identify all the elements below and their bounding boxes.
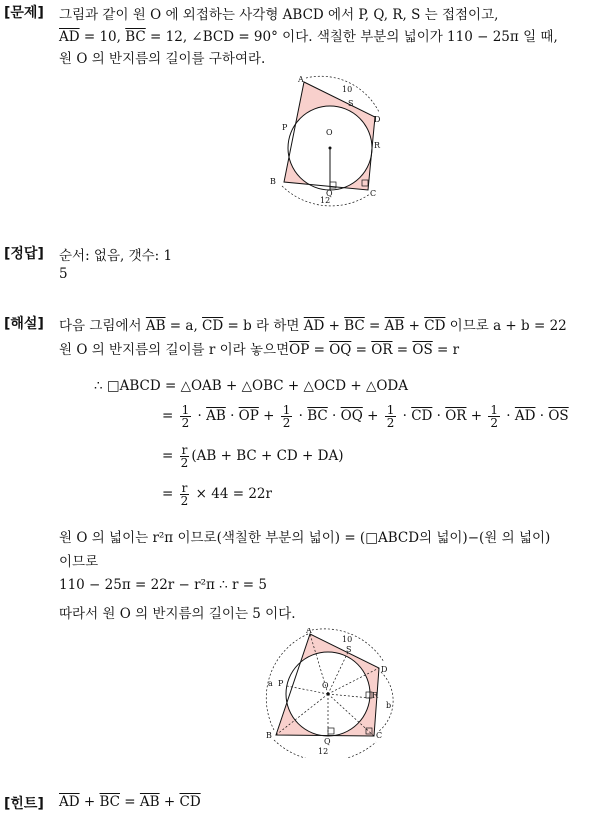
problem-line-1: 그림과 같이 원 O 에 외접하는 사각형 ABCD 에서 P, Q, R, S 는 접점이고,	[59, 7, 499, 23]
label-a-var: a	[268, 679, 273, 688]
label-c: C	[370, 189, 377, 198]
plus: +	[79, 794, 100, 810]
segment-os: $\overline{OS}$	[548, 408, 569, 424]
label-a: A	[306, 628, 312, 635]
problem-tag: [문제]	[4, 5, 44, 21]
equals: =	[162, 486, 178, 502]
eq4-tail: × 44 = 22r	[191, 486, 272, 502]
segment-ad: $\overline{AD}$	[59, 794, 80, 810]
sol-l1-c: = b 라 하면	[223, 318, 304, 334]
label-b-var: b	[386, 701, 392, 710]
dot: ·	[193, 408, 207, 424]
segment-op: $\overline{OP}$	[238, 408, 259, 424]
solution-line-4: 이므로	[59, 554, 99, 570]
dot: ·	[398, 408, 412, 424]
segment-ab: $\overline{AB}$	[145, 318, 166, 334]
solution-tag: [해설]	[4, 316, 44, 332]
label-10: 10	[342, 85, 353, 94]
sol-l2-a: 원 O 의 반지름의 길이를 r 이라 놓으면	[59, 342, 290, 358]
equals: =	[120, 794, 140, 810]
equals: =	[162, 448, 178, 464]
equals: =	[351, 342, 372, 358]
num: 1	[282, 403, 291, 417]
segment-or: $\overline{OR}$	[445, 408, 467, 424]
segment-ab: $\overline{AB}$	[206, 408, 226, 424]
dot: ·	[502, 408, 515, 424]
hint-tag: [힌트]	[4, 796, 44, 812]
equation-2	[162, 404, 569, 429]
plus: +	[258, 408, 279, 424]
fraction-half	[281, 404, 293, 429]
dot: ·	[294, 408, 308, 424]
dot: ·	[327, 408, 341, 424]
answer-line-1: 순서: 없음, 갯수: 1	[59, 248, 173, 264]
den: 2	[282, 416, 291, 430]
solution-line-5: 110 − 25π = 22r − r²π ∴ r = 5	[59, 577, 267, 593]
label-12: 12	[320, 196, 331, 205]
center-point	[329, 147, 332, 150]
label-10: 10	[342, 635, 353, 644]
center-point	[327, 693, 330, 696]
segment-cd: $\overline{CD}$	[424, 318, 446, 334]
segment-bc: $\overline{BC}$	[125, 29, 146, 45]
label-o: O	[326, 128, 333, 137]
segment-cd: $\overline{CD}$	[411, 408, 433, 424]
label-o: O	[322, 681, 329, 690]
den: 2	[386, 416, 395, 430]
sol-l1-a: 다음 그림에서	[59, 318, 146, 334]
den: 2	[181, 416, 190, 430]
segment-oq: $\overline{OQ}$	[340, 408, 363, 424]
segment-ad: $\overline{AD}$	[514, 408, 536, 424]
label-c: C	[376, 731, 383, 740]
num: r	[181, 443, 188, 457]
num: 1	[181, 403, 190, 417]
plus: +	[466, 408, 487, 424]
segment-ab: $\overline{AB}$	[139, 794, 160, 810]
segment-ad: $\overline{AD}$	[59, 29, 80, 45]
eq3-tail: (AB + BC + CD + DA)	[191, 448, 344, 464]
segment-bc: $\overline{BC}$	[344, 318, 365, 334]
hint-line	[59, 794, 201, 810]
segment-ad: $\overline{AD}$	[303, 318, 325, 334]
label-r: R	[372, 691, 379, 700]
solution-line-2	[59, 338, 459, 358]
label-a: A	[298, 75, 304, 84]
label-d: D	[381, 665, 388, 674]
solution-line-6: 따라서 원 O 의 반지름의 길이는 5 이다.	[59, 606, 296, 622]
label-12: 12	[318, 747, 329, 756]
solution-line-1	[59, 314, 567, 334]
problem-line-2	[59, 25, 558, 45]
figure-quadrilateral-2	[262, 628, 412, 758]
problem-line-2-a: = 10,	[79, 29, 126, 45]
answer-tag: [정답]	[4, 246, 44, 262]
label-p: P	[278, 679, 284, 688]
segment-oq: $\overline{OQ}$	[329, 342, 352, 358]
den: 2	[180, 456, 189, 470]
label-b: B	[266, 731, 272, 740]
label-q: Q	[324, 737, 331, 746]
plus: +	[404, 318, 425, 334]
segment-os: $\overline{OS}$	[412, 342, 433, 358]
problem-line-3: 원 O 의 반지름의 길이를 구하여라.	[59, 51, 266, 67]
dot: ·	[535, 408, 549, 424]
plus: +	[159, 794, 180, 810]
label-b: B	[270, 177, 276, 186]
solution-line-3: 원 O 의 넓이는 r²π 이므로(색칠한 부분의 넓이) = (□ABCD의 넓이)−(원 의 넓이)	[59, 530, 551, 546]
fraction-r-half	[180, 482, 190, 507]
label-s: S	[346, 645, 352, 654]
fraction-half	[180, 404, 192, 429]
label-p: P	[282, 123, 288, 132]
label-q: Q	[326, 189, 333, 198]
segment-op: $\overline{OP}$	[289, 342, 310, 358]
label-r: R	[374, 141, 381, 150]
dot: ·	[432, 408, 446, 424]
equals: =	[364, 318, 385, 334]
equation-3	[162, 444, 343, 469]
num: 1	[490, 403, 499, 417]
label-s: S	[348, 99, 354, 108]
equals: =	[392, 342, 413, 358]
sol-l1-b: = a,	[165, 318, 203, 334]
segment-bc: $\overline{BC}$	[99, 794, 120, 810]
segment-bc: $\overline{BC}$	[307, 408, 328, 424]
num: 1	[386, 403, 395, 417]
answer-line-2: 5	[59, 266, 68, 282]
fraction-half	[385, 404, 397, 429]
fraction-r-half	[180, 444, 190, 469]
equation-4	[162, 482, 272, 507]
num: r	[181, 481, 188, 495]
problem-line-2-b: = 12, ∠BCD = 90° 이다. 색칠한 부분의 넓이가 110 − 25π 일 때,	[145, 29, 558, 45]
segment-ab: $\overline{AB}$	[384, 318, 405, 334]
segment-cd: $\overline{CD}$	[202, 318, 224, 334]
fraction-half	[488, 404, 500, 429]
figure-quadrilateral-1	[262, 72, 402, 207]
segment-cd: $\overline{CD}$	[179, 794, 201, 810]
equals: =	[162, 408, 178, 424]
den: 2	[490, 416, 499, 430]
segment-or: $\overline{OR}$	[371, 342, 393, 358]
plus: +	[362, 408, 383, 424]
equation-1: ∴ □ABCD = △OAB + △OBC + △OCD + △ODA	[94, 378, 408, 394]
den: 2	[180, 494, 189, 508]
plus: +	[324, 318, 345, 334]
sol-l1-d: 이므로 a + b = 22	[445, 318, 567, 334]
label-d: D	[374, 115, 381, 124]
dot: ·	[225, 408, 239, 424]
equals: =	[309, 342, 330, 358]
sol-l2-b: = r	[432, 342, 460, 358]
